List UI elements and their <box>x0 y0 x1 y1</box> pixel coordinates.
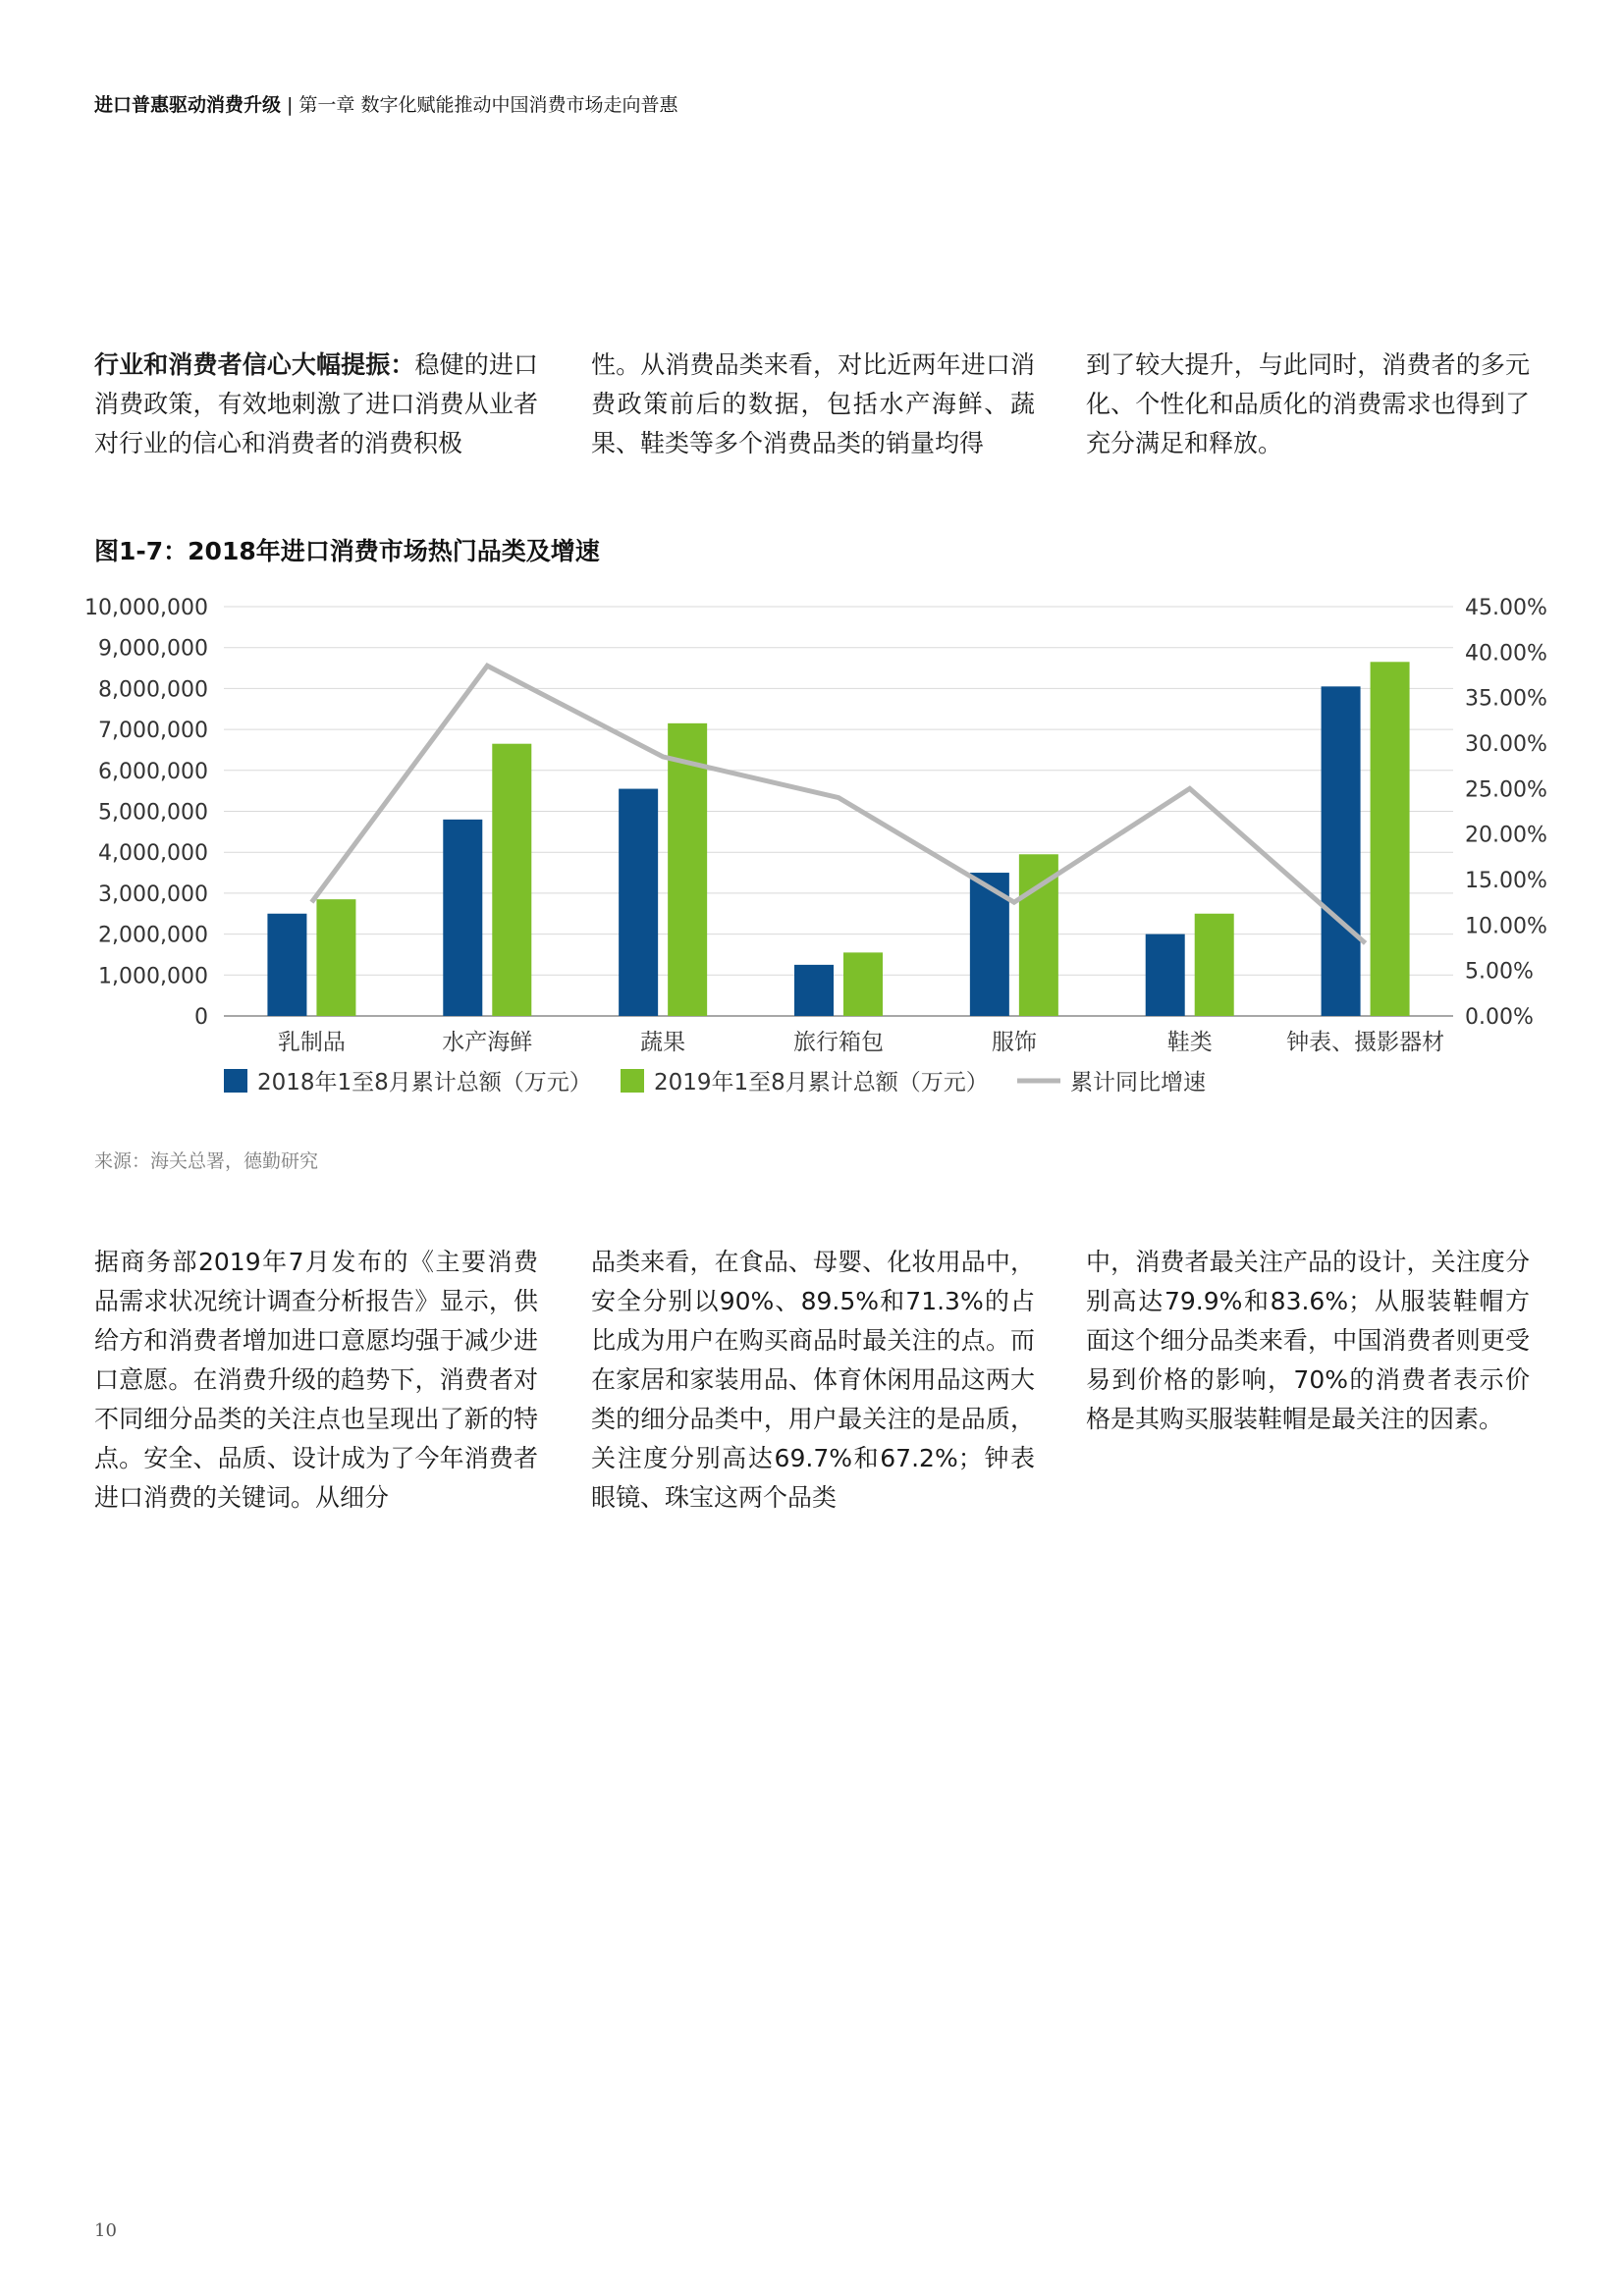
bar-2018 <box>1322 686 1361 1016</box>
right-tick-label: 25.00% <box>1465 777 1547 803</box>
legend-swatch <box>224 1069 247 1093</box>
left-tick-label: 10,000,000 <box>84 596 208 620</box>
intro-lead: 行业和消费者信心大幅提振： <box>94 350 415 379</box>
category-label: 服饰 <box>991 1030 1037 1055</box>
source-note: 来源：海关总署，德勤研究 <box>94 1150 319 1172</box>
running-header <box>94 90 677 117</box>
bar-2019 <box>1195 914 1234 1016</box>
category-label: 旅行箱包 <box>793 1030 884 1055</box>
left-axis-ticks <box>84 596 208 1030</box>
body-text-3: 中，消费者最关注产品的设计，关注度分别高达79.9%和83.6%；从服装鞋帽方面这个细分品类来看，中国消费者则更受易到价格的影响，70%的消费者表示价格是其购买服装鞋帽是最关注的因素。 <box>1086 1248 1530 1433</box>
right-tick-label: 0.00% <box>1465 1005 1534 1030</box>
chart-gridlines <box>224 607 1453 1016</box>
bar-2019 <box>316 899 355 1016</box>
page-number: 10 <box>94 2220 117 2241</box>
body-text-1: 据商务部2019年7月发布的《主要消费品需求状况统计调查分析报告》显示，供给方和消费者增加进口意愿均强于减少进口意愿。在消费升级的趋势下，消费者对不同细分品类的关注点也呈现出了新的特点。安全、品质、设计成为了今年消费者进口消费的关键词。从细分 <box>94 1248 538 1512</box>
body-column-1 <box>94 1243 538 1518</box>
left-tick-label: 1,000,000 <box>98 964 208 989</box>
report-title: 进口普惠驱动消费升级 <box>94 94 282 116</box>
header-separator: | <box>287 94 294 116</box>
category-labels <box>278 1030 1444 1055</box>
left-tick-label: 4,000,000 <box>98 841 208 867</box>
right-tick-label: 45.00% <box>1465 596 1547 620</box>
bar-2019 <box>492 744 531 1016</box>
intro-text-1: 稳健的进口消费政策，有效地刺激了进口消费从业者对行业的信心和消费者的消费积极 <box>94 350 538 457</box>
intro-text-2: 性。从消费品类来看，对比近两年进口消费政策前后的数据，包括水产海鲜、蔬果、鞋类等多个消费品类的销量均得 <box>591 350 1035 457</box>
bar-2018 <box>619 789 658 1016</box>
legend-label: 2018年1至8月累计总额（万元） <box>257 1070 592 1095</box>
right-tick-label: 35.00% <box>1465 686 1547 712</box>
right-tick-label: 40.00% <box>1465 641 1547 667</box>
chart-bars <box>267 662 1409 1016</box>
bar-2018 <box>794 965 834 1016</box>
intro-column-2 <box>591 346 1035 463</box>
left-tick-label: 6,000,000 <box>98 759 208 784</box>
left-tick-label: 2,000,000 <box>98 923 208 948</box>
category-label: 鞋类 <box>1166 1030 1213 1055</box>
legend-swatch <box>621 1069 644 1093</box>
right-tick-label: 30.00% <box>1465 732 1547 757</box>
right-tick-label: 5.00% <box>1465 959 1534 985</box>
body-column-3 <box>1086 1243 1530 1439</box>
category-label: 水产海鲜 <box>442 1030 533 1055</box>
category-label: 钟表、摄影器材 <box>1286 1030 1445 1055</box>
bar-2019 <box>843 952 883 1016</box>
category-label: 乳制品 <box>277 1030 346 1055</box>
figure-title: 图1-7：2018年进口消费市场热门品类及增速 <box>94 537 600 565</box>
body-column-2 <box>591 1243 1035 1518</box>
right-axis-ticks <box>1465 596 1547 1030</box>
left-tick-label: 0 <box>194 1005 208 1030</box>
right-tick-label: 20.00% <box>1465 823 1547 848</box>
body-text-2: 品类来看，在食品、母婴、化妆用品中，安全分别以90%、89.5%和71.3%的占比成为用户在购买商品时最关注的点。而在家居和家装用品、体育休闲用品这两大类的细分品类中，用户最关注的是品质，关注度分别高达69.7%和67.2%；钟表眼镜、珠宝这两个品类 <box>591 1248 1035 1512</box>
intro-column-3 <box>1086 346 1530 463</box>
import-category-chart <box>0 579 1624 1129</box>
intro-text-3: 到了较大提升，与此同时，消费者的多元化、个性化和品质化的消费需求也得到了充分满足和释放。 <box>1086 350 1530 457</box>
right-tick-label: 10.00% <box>1465 914 1547 939</box>
left-tick-label: 5,000,000 <box>98 800 208 826</box>
legend-label: 2019年1至8月累计总额（万元） <box>654 1070 989 1095</box>
left-tick-label: 9,000,000 <box>98 636 208 662</box>
left-tick-label: 3,000,000 <box>98 881 208 907</box>
intro-column-1 <box>94 346 538 463</box>
right-tick-label: 15.00% <box>1465 869 1547 893</box>
category-label: 蔬果 <box>640 1030 686 1055</box>
chapter-title: 第一章 数字化赋能推动中国消费市场走向普惠 <box>298 94 678 116</box>
bar-2018 <box>267 914 306 1016</box>
bar-2018 <box>1146 934 1185 1016</box>
left-tick-label: 8,000,000 <box>98 677 208 703</box>
legend-label: 累计同比增速 <box>1070 1070 1206 1095</box>
bar-2018 <box>443 820 482 1016</box>
chart-legend <box>224 1069 1206 1095</box>
left-tick-label: 7,000,000 <box>98 719 208 744</box>
bar-2019 <box>1371 662 1410 1016</box>
